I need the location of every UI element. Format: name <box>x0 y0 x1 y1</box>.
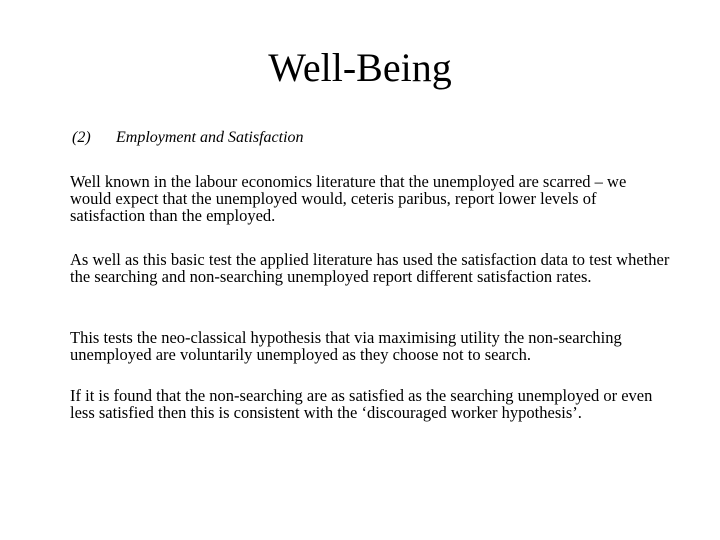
section-heading <box>72 128 304 148</box>
paragraph-4: If it is found that the non-searching are as satisfied as the searching unemployed or even less satisfied then this is consistent with the ‘discouraged worker hypothesis’. <box>70 386 653 422</box>
paragraph-1: Well known in the labour economics literature that the unemployed are scarred – we would expect that the unemployed would, ceteris paribus, report lower levels of satisfaction than the employed. <box>70 172 627 225</box>
paragraph-2: As well as this basic test the applied literature has used the satisfaction data to test whether the searching and non-searching unemployed report different satisfaction rates. <box>70 250 670 286</box>
slide-title: Well-Being <box>268 45 452 90</box>
section-number: (2) <box>72 129 91 146</box>
paragraph-3: This tests the neo-classical hypothesis that via maximising utility the non-searching unemployed are voluntarily unemployed as they choose not to search. <box>70 328 622 364</box>
section-heading-text: Employment and Satisfaction <box>116 129 304 146</box>
